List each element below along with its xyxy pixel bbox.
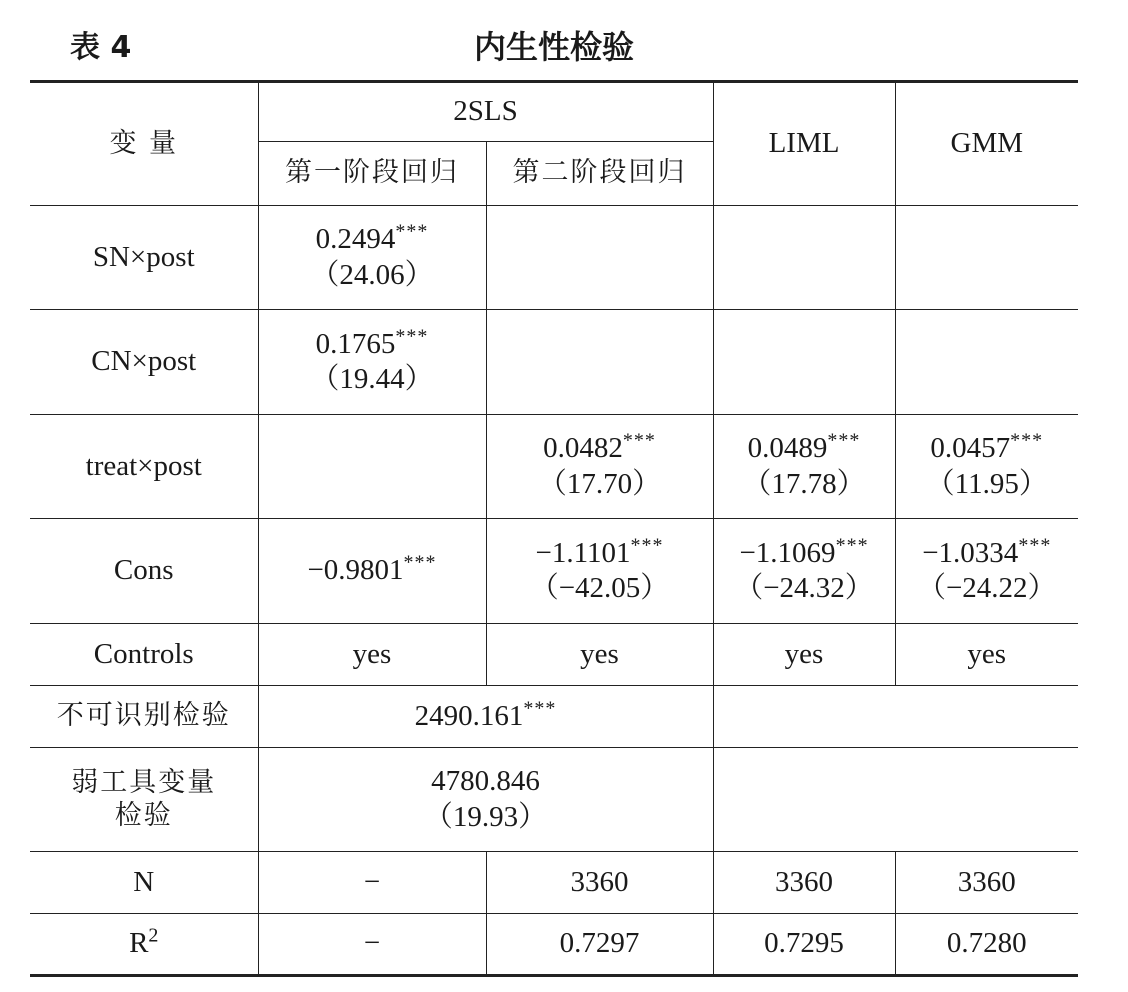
- cell-n-second: 3360: [486, 852, 713, 914]
- cell-treat-post-liml: [713, 415, 895, 519]
- row-label-sn-post: SN×post: [30, 206, 258, 310]
- results-table: [30, 80, 1078, 977]
- statistic: 4780.846: [431, 765, 540, 798]
- cell-n-gmm: 3360: [895, 852, 1078, 914]
- cell-cons-second: [486, 519, 713, 624]
- t-stat: （−42.05）: [529, 572, 670, 604]
- row-label-cons: Cons: [30, 519, 258, 624]
- cell-cons-liml: [713, 519, 895, 624]
- table-row-underid: [30, 686, 1078, 748]
- significance-stars: ***: [827, 429, 861, 452]
- coef: 0.1765: [315, 327, 396, 360]
- row-label-n: N: [30, 852, 258, 914]
- table-row-n: [30, 852, 1078, 914]
- cell-n-liml: 3360: [713, 852, 895, 914]
- table-row-weakiv: [30, 748, 1078, 852]
- significance-stars: ***: [1010, 429, 1044, 452]
- row-label-weakiv: [30, 748, 258, 852]
- label-line-2: 检验: [114, 799, 173, 831]
- header-2sls: 2SLS: [258, 82, 713, 142]
- cell-treat-post-second: [486, 415, 713, 519]
- superscript-two: 2: [148, 924, 159, 947]
- cell-controls-second: yes: [486, 624, 713, 686]
- row-label-r2: [30, 914, 258, 976]
- significance-stars: ***: [835, 533, 869, 556]
- row-label-underid: 不可识别检验: [30, 686, 258, 748]
- t-stat: （17.70）: [537, 467, 662, 500]
- coef: 0.0457: [930, 432, 1011, 465]
- header-first-stage: 第一阶段回归: [258, 142, 486, 206]
- cell-sn-post-gmm: [895, 206, 1078, 310]
- header-row-1: [30, 82, 1078, 142]
- cell-weakiv-empty: [713, 748, 1078, 852]
- cell-underid-2sls: [258, 686, 713, 748]
- coef: −1.1069: [739, 536, 836, 569]
- table-row-sn-post: [30, 206, 1078, 310]
- cell-weakiv-2sls: [258, 748, 713, 852]
- row-label-controls: Controls: [30, 624, 258, 686]
- coef: −1.1101: [535, 536, 631, 569]
- cell-r2-liml: 0.7295: [713, 914, 895, 976]
- header-gmm: GMM: [895, 82, 1078, 206]
- table-number: 表 4: [70, 30, 132, 65]
- cell-sn-post-second: [486, 206, 713, 310]
- table-row-cons: [30, 519, 1078, 624]
- cell-r2-first: −: [258, 914, 486, 976]
- t-stat: （17.78）: [742, 467, 866, 500]
- significance-stars: ***: [1018, 533, 1052, 556]
- cell-cons-first: [258, 519, 486, 624]
- critical-value: （19.93）: [423, 800, 548, 833]
- table-caption: [30, 0, 1078, 80]
- cell-sn-post-first: [258, 206, 486, 310]
- label-line-1: 弱工具变量: [71, 766, 217, 798]
- significance-stars: ***: [395, 324, 429, 347]
- row-label-treat-post: treat×post: [30, 415, 258, 519]
- row-label-cn-post: CN×post: [30, 310, 258, 415]
- coef: 0.2494: [315, 223, 396, 256]
- significance-stars: ***: [630, 533, 664, 556]
- cell-cn-post-liml: [713, 310, 895, 415]
- table-row-controls: [30, 624, 1078, 686]
- cell-cn-post-first: [258, 310, 486, 415]
- header-second-stage: 第二阶段回归: [486, 142, 713, 206]
- cell-cons-gmm: [895, 519, 1078, 624]
- t-stat: （11.95）: [925, 467, 1048, 500]
- t-stat: （−24.22）: [916, 572, 1057, 604]
- cell-controls-liml: yes: [713, 624, 895, 686]
- table-row-r2: [30, 914, 1078, 976]
- cell-r2-gmm: 0.7280: [895, 914, 1078, 976]
- header-variable: 变 量: [30, 82, 258, 206]
- statistic: 2490.161: [414, 699, 524, 732]
- coef: −1.0334: [922, 536, 1019, 569]
- coef: 0.0482: [543, 432, 623, 465]
- cell-r2-second: 0.7297: [486, 914, 713, 976]
- cell-controls-gmm: yes: [895, 624, 1078, 686]
- header-liml: LIML: [713, 82, 895, 206]
- coef: −0.9801: [307, 554, 404, 587]
- significance-stars: ***: [395, 220, 429, 243]
- table-row-treat-post: [30, 415, 1078, 519]
- significance-stars: ***: [523, 697, 557, 720]
- t-stat: （−24.32）: [734, 572, 874, 604]
- t-stat: （19.44）: [310, 363, 434, 395]
- cell-n-first: −: [258, 852, 486, 914]
- significance-stars: ***: [403, 551, 437, 574]
- r-symbol: R: [129, 927, 149, 960]
- significance-stars: ***: [622, 429, 656, 452]
- cell-treat-post-first: [258, 415, 486, 519]
- coef: 0.0489: [747, 432, 828, 465]
- t-stat: （24.06）: [310, 258, 434, 291]
- cell-controls-first: yes: [258, 624, 486, 686]
- cell-sn-post-liml: [713, 206, 895, 310]
- cell-underid-empty: [713, 686, 1078, 748]
- cell-cn-post-second: [486, 310, 713, 415]
- table-title: 内生性检验: [473, 28, 634, 66]
- table-row-cn-post: [30, 310, 1078, 415]
- cell-treat-post-gmm: [895, 415, 1078, 519]
- cell-cn-post-gmm: [895, 310, 1078, 415]
